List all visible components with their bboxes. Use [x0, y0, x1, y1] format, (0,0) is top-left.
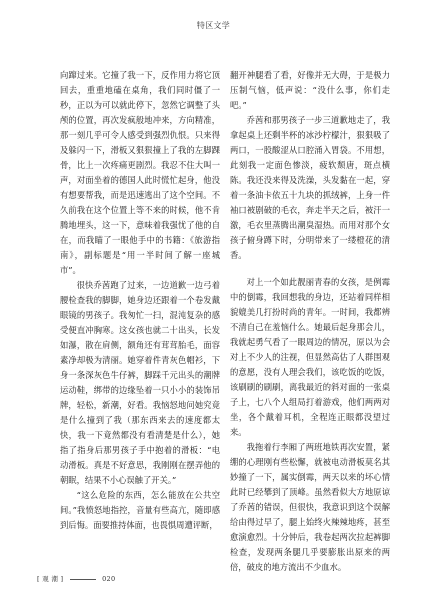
- paragraph: 我拖着行李厢了两班地铁再次安置，紧绷的心理刚有些松懈，就被电动滑板莫名其妙撞了一下，属实倒霉，两天以来的坏心情此时已经攀到了顶峰。虽然看似大方地原谅了乔茜的错误，但很快，我意识到这个误解给由得过早了，腿上始终火辣辣地疼，甚至愈演愈烈。十分钟后，我卷起两次拉起裤脚检查，发现两条腿几乎要膨胀出原来的两倍，破皮的地方流出不少血水。: [230, 442, 390, 572]
- page-footer: [37, 574, 115, 583]
- right-text-column: [230, 68, 390, 575]
- footer-rule: [70, 579, 96, 580]
- section-name: [ 观 潮 ]: [37, 575, 64, 583]
- running-header: 特区文学: [196, 21, 231, 30]
- left-text-column: [60, 68, 220, 533]
- paragraph: 很快乔茜跑了过来，一边道歉一边弓着腰检查我的脚脚，她身边还跟着一个卷发戴眼镜的男孩子。我匆忙一扫，混沌复杂的感受便直冲胸寒。这女孩也就二十出头，长发如瀑，散在肩侧，额角还有茸茸胎毛，面容素净却极为清丽。她穿着件青灰色帽衫，下身一条深灰色牛仔裤，脚踩千元出头的潮牌运动鞋，绑带的边缘坠着一只小小的装饰吊牌，轻松，新潮，好看。我恼怒地问她究竟是什么撞到了我（那东西来去的速度都太快，我一下竟然都没有看清楚是什么），她指了指身后那男孩子手中抱着的滑板：“电动滑板。真是不好意思，我刚刚在摆弄他的朝眠，结果不小心误触了开关。”: [60, 280, 220, 485]
- paragraph: 翻开神腿看了看，好像并无大碍，于是极力压制气恼，低声说：“没什么事，你们走吧。”: [230, 70, 390, 110]
- paragraph: 乔茜和那男孩子一步三道歉地走了，我拿起桌上还剩半杯的冰沙柠檬汁，狠狠吸了两口，一股酸涩从口腔涌入胃袋。不用想，此刻我一定面色惨淡，疲软颓唐，斑点横陈。我还没来得及洗澡，头发黏在一起，穿着一条油卡依五十九块的抓绒裤，上身一件袖口被剧破的毛衣，奔走半天之后，被汗一激，毛衣里蒸腾出潮臭湿热。而用对那个女孩子俯身蹲下时，分明带来了一缕橙花的清香。: [230, 115, 390, 260]
- paragraph: 对上一个如此靓丽青春的女孩，是例霉中的倒霉，我回想我的身边，还站着同样相貌媲美几打扮时尚的青年。一时间，我都辨不清自己在羞恼什么。她最后起身那会儿，我就起勇气看了一眼周边的情况，原以为会对上不少人的注视，但显然高估了人群围观的意愿，没有人理会我们，该吃饭的吃饭，该刷刷的刷刷，离我最近的斜对面的一张桌子上，七八个人组局打着游戏，他们两两对坐，各个戴着耳机，全程连正眼都没望过来。: [230, 277, 390, 437]
- paragraph: “这么危险的东西，怎么能放在公共空间。”我愤怒地指控，音量有些高亢，随即感到后悔。面要推持体面，也畏惧周遭评断，: [60, 490, 220, 530]
- paragraph: 向蹿过来。它撞了我一下，反作用力将它顶回去，重重地磕在桌角，我们同时僵了一秒，正以为可以就此停下，忽然它调整了头颅的位置，再次发疯般地冲来，方向精准，那一刻几乎可令人感受到强烈仇恨。只来得及躲闪一下，滑板又狠狠撞上了我的左脚踝骨，比上一次疼痛更剧烈。我忍不住大叫一声，对面坐着的德国人此时慌忙起身，他没有想要帮我，而是迅速逃出了这个空间。不久前我在这个位置上等不来的时候，他不肯腾地埋头，这一下，意味着我强忧了他的自在，而我瞄了一眼他手中的书籍：《旅游指南》，副标题是“用一半时间了解一座城市”。: [60, 70, 220, 275]
- page-number: 020: [102, 575, 116, 583]
